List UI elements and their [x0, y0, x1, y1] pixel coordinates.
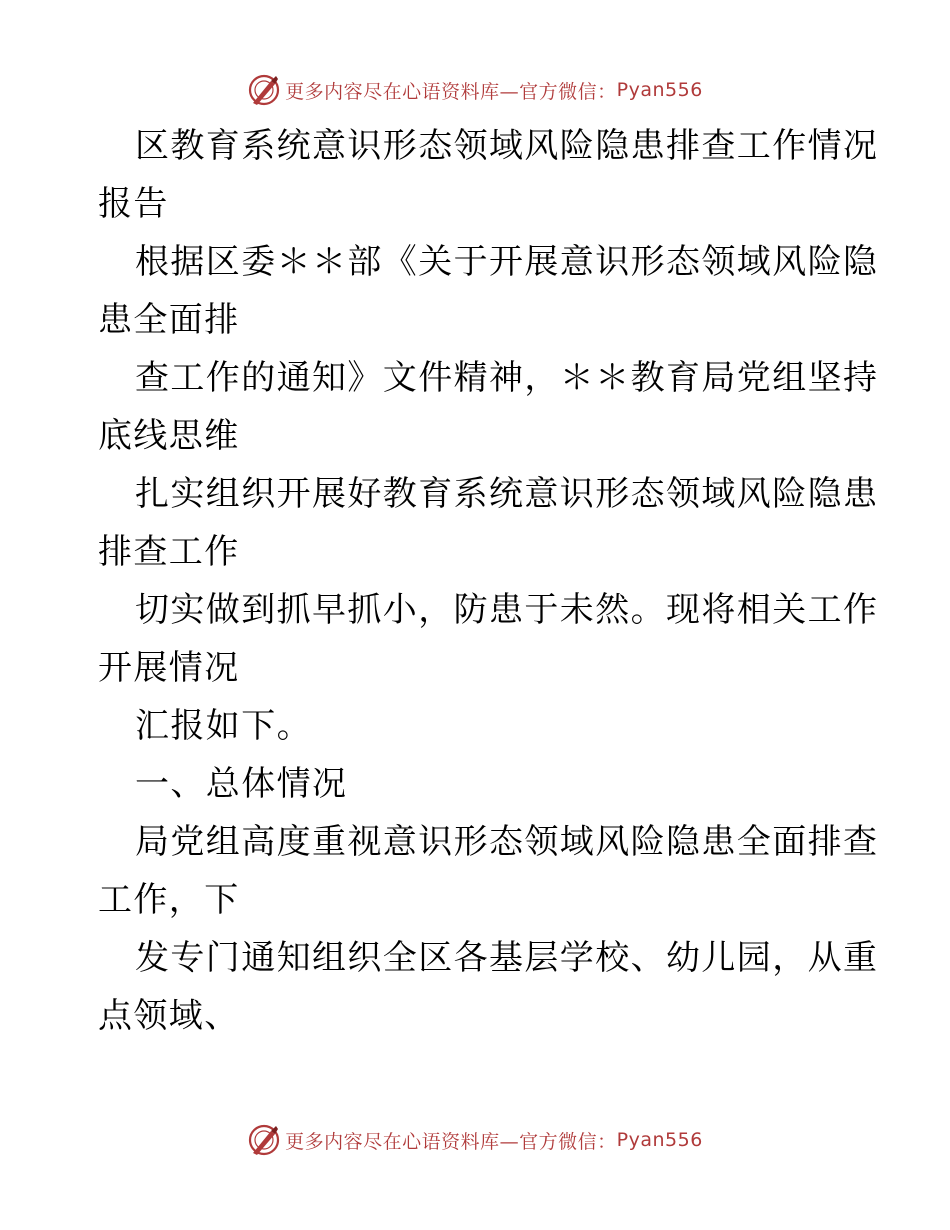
- line-text: 工作，下: [98, 880, 240, 920]
- line-text: 底线思维: [98, 416, 240, 456]
- document-line: [98, 523, 854, 581]
- line-text: 查工作的通知》文件精神，＊＊教育局党组坚持: [135, 358, 879, 398]
- line-text: 报告: [98, 184, 169, 224]
- document-line: [98, 639, 854, 697]
- document-line: [98, 175, 854, 233]
- document-line: [98, 581, 879, 639]
- watermark-contact: Pyan556: [616, 79, 703, 101]
- document-line: [98, 349, 879, 407]
- document-line: [98, 697, 854, 755]
- document-body: [98, 117, 879, 1045]
- document-line: [98, 871, 854, 929]
- line-text: 排查工作: [98, 532, 240, 572]
- line-text: 局党组高度重视意识形态领域风险隐患全面排查: [135, 822, 879, 862]
- line-text: 一、总体情况: [135, 764, 348, 804]
- document-line: [98, 233, 879, 291]
- document-line: [98, 813, 879, 871]
- watermark-text: 更多内容尽在心语资料库—官方微信：: [285, 80, 617, 103]
- document-line: [98, 407, 854, 465]
- line-text: 切实做到抓早抓小，防患于未然。现将相关工作: [135, 590, 879, 630]
- line-text: 发专门通知组织全区各基层学校、幼儿园，从重: [135, 938, 879, 978]
- document-line: [98, 291, 854, 349]
- line-text: 点领域、: [98, 996, 240, 1036]
- pen-logo-icon: [247, 1123, 281, 1157]
- document-line: [98, 929, 879, 987]
- line-text: 汇报如下。: [135, 706, 312, 746]
- document-line: [98, 465, 879, 523]
- line-text: 根据区委＊＊部《关于开展意识形态领域风险隐: [135, 242, 879, 282]
- document-line: [98, 987, 854, 1045]
- document-line: [98, 755, 854, 813]
- line-text: 患全面排: [98, 300, 240, 340]
- line-text: 区教育系统意识形态领域风险隐患排查工作情况: [135, 126, 879, 166]
- header-watermark: [0, 70, 950, 110]
- document-line: [98, 117, 879, 175]
- watermark-text: 更多内容尽在心语资料库—官方微信：: [285, 1130, 617, 1153]
- footer-watermark: [0, 1120, 950, 1160]
- line-text: 开展情况: [98, 648, 240, 688]
- pen-logo-icon: [247, 73, 281, 107]
- line-text: 扎实组织开展好教育系统意识形态领域风险隐患: [135, 474, 879, 514]
- watermark-contact: Pyan556: [616, 1129, 703, 1151]
